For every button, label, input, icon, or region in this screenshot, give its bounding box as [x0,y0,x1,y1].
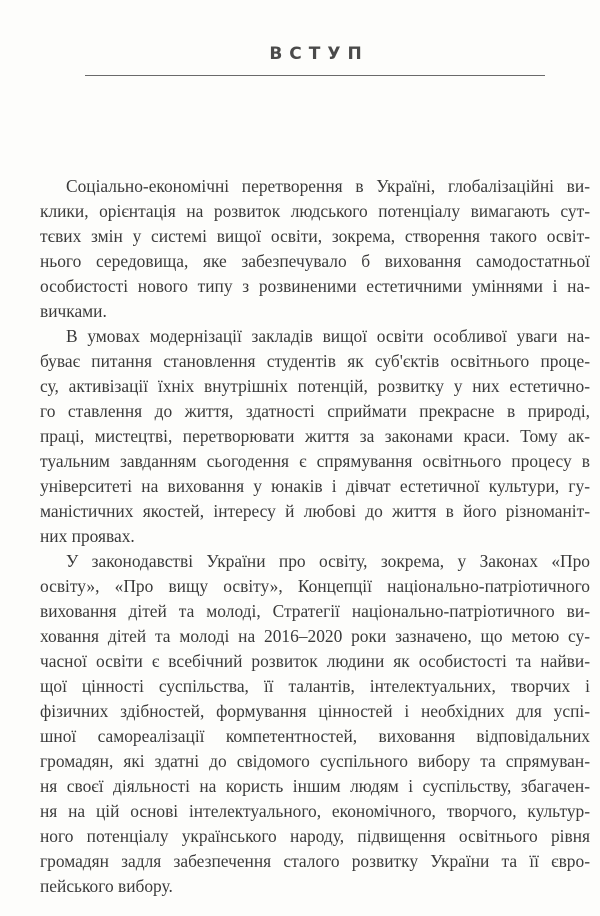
text-line: громадян задля забезпечення сталого розвитку України та її євро- [40,851,590,871]
text-line: туальним завданням сьогодення є спрямування освітнього процесу в [40,451,590,471]
text-line: освіту», «Про вищу освіту», Концепції національно-патріотичного [40,576,590,596]
text-line: ня на цій основі інтелектуального, економічного, творчого, культур- [40,801,590,821]
body-text [40,174,590,899]
text-line: су, активізації їхніх внутрішніх потенцій, розвитку у них естетично- [40,376,590,396]
text-line: часної освіти є всебічний розвиток людини як особистості та найви- [40,651,590,671]
text-line: Соціально-економічні перетворення в Україні, глобалізаційні ви- [66,176,590,196]
text-line: У законодавстві України про освіту, зокрема, у Законах «Про [66,551,590,571]
text-line: нього середовища, яке забезпечувало б виховання самодостатньої [40,251,590,271]
text-line: вичками. [40,301,107,321]
text-line: громадян, які здатні до свідомого суспільного вибору та спрямуван- [40,751,590,771]
text-line: буває питання становлення студентів як суб'єктів освітнього проце- [40,351,590,371]
text-line: клики, орієнтація на розвиток людського потенціалу вимагають сут- [40,201,590,221]
text-line: шної самореалізації компетентностей, виховання відповідальних [40,726,590,746]
text-line: В умовах модернізації закладів вищої освіти особливої уваги на- [66,326,590,346]
text-line: виховання дітей та молоді, Стратегії національно-патріотичного ви- [40,601,590,621]
title-underline [85,75,545,76]
paragraph-1 [40,174,590,324]
text-line: тєвих змін у системі вищої освіти, зокрема, створення такого освіт- [40,226,590,246]
text-line: щої цінності суспільства, її талантів, інтелектуальних, творчих і [40,676,590,696]
paragraph-2 [40,324,590,549]
text-line: ховання дітей та молоді на 2016–2020 роки зазначено, що метою су- [40,626,590,646]
text-line: ня своєї діяльності на користь іншим людям і суспільству, збагачен- [40,776,590,796]
text-line: університеті на виховання у юнаків і дівчат естетичної культури, гу- [40,476,590,496]
text-line: пейського вибору. [40,876,173,896]
text-line: маністичних якостей, інтересу й любові до життя в його різноманіт- [40,501,590,521]
text-line: фізичних здібностей, формування цінностей і необхідних для успі- [40,701,590,721]
text-line: особистості нового типу з розвиненими естетичними уміннями і на- [40,276,590,296]
text-line: праці, мистецтві, перетворювати життя за законами краси. Тому ак- [40,426,590,446]
text-line: го ставлення до життя, здатності сприймати прекрасне в природі, [40,401,590,421]
paragraph-3 [40,549,590,899]
text-line: них проявах. [40,526,135,546]
text-line: ного потенціалу українського народу, підвищення освітнього рівня [40,826,590,846]
chapter-title: ВСТУП [269,44,369,64]
